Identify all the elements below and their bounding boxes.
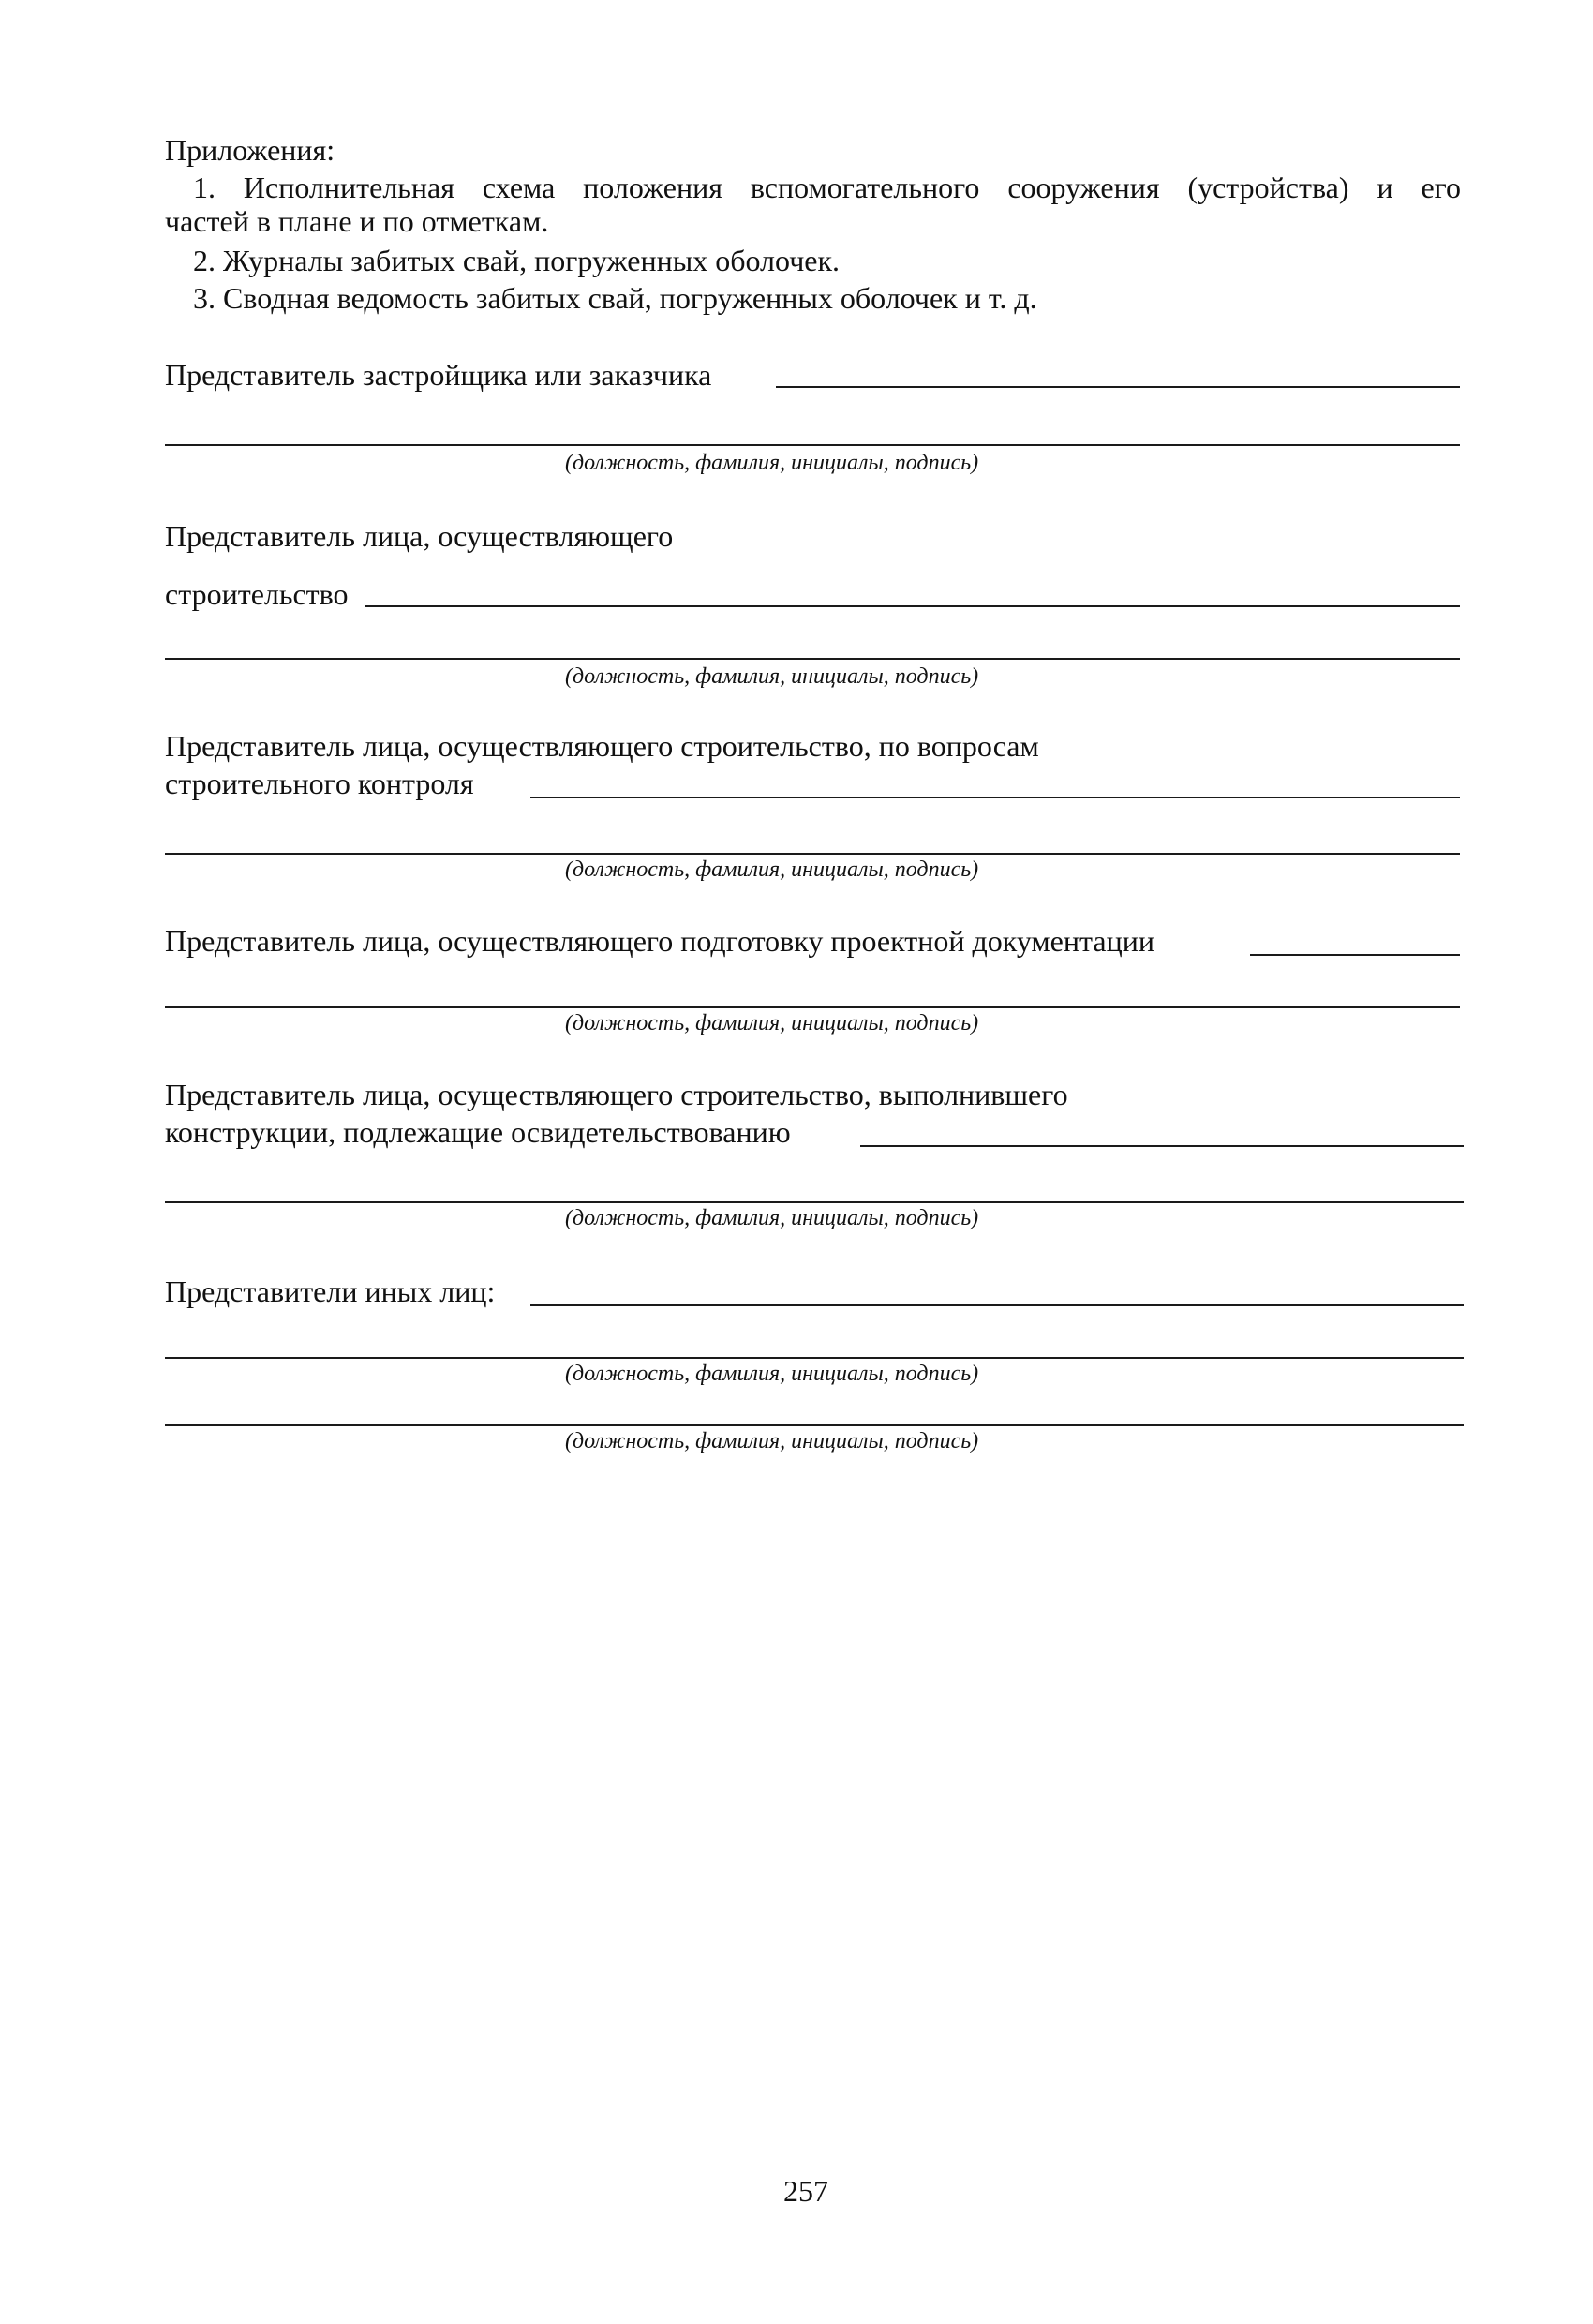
performer-signature-hint: (должность, фамилия, инициалы, подпись) [565,1206,979,1230]
attachments-heading: Приложения: [165,133,335,167]
developer-signature-hint: (должность, фамилия, инициалы, подпись) [565,451,979,475]
attachment-item-2: 2. Журналы забитых свай, погруженных оболочек. [193,244,841,277]
builder-representative-label-line-1: Представитель лица, осуществляющего [165,519,674,553]
builder-representative-label-line-2: строительство [165,577,349,611]
design-signature-hint: (должность, фамилия, инициалы, подпись) [565,1011,979,1035]
control-representative-label-line-1: Представитель лица, осуществляющего строительство, по вопросам [165,729,1039,763]
developer-representative-field[interactable] [776,386,1460,388]
performer-representative-field[interactable] [860,1145,1464,1147]
builder-signature-line[interactable] [165,658,1460,660]
control-representative-label-line-2: строительного контроля [165,767,474,800]
developer-representative-label: Представитель застройщика или заказчика [165,358,712,392]
design-representative-field[interactable] [1250,954,1460,956]
design-representative-label: Представитель лица, осуществляющего подготовку проектной документации [165,924,1154,958]
other-signature-hint-2: (должность, фамилия, инициалы, подпись) [565,1429,979,1453]
attachment-item-3: 3. Сводная ведомость забитых свай, погруженных оболочек и т. д. [193,281,1037,315]
control-signature-hint: (должность, фамилия, инициалы, подпись) [565,857,979,882]
performer-representative-label-line-2: конструкции, подлежащие освидетельствованию [165,1115,791,1149]
attachment-item-1-line-2: частей в плане и по отметкам. [165,204,549,238]
design-signature-line[interactable] [165,1006,1460,1008]
other-representatives-label: Представители иных лиц: [165,1274,496,1308]
builder-representative-field[interactable] [365,605,1460,607]
control-signature-line[interactable] [165,853,1460,855]
developer-signature-line[interactable] [165,444,1460,446]
other-signature-line-2[interactable] [165,1424,1464,1426]
attachment-item-1-line-1: 1. Исполнительная схема положения вспомогательного сооружения (устройства) и его [193,171,1461,204]
performer-signature-line[interactable] [165,1201,1464,1203]
other-representatives-field[interactable] [530,1304,1464,1306]
other-signature-line-1[interactable] [165,1357,1464,1359]
control-representative-field[interactable] [530,797,1460,798]
builder-signature-hint: (должность, фамилия, инициалы, подпись) [565,664,979,689]
performer-representative-label-line-1: Представитель лица, осуществляющего строительство, выполнившего [165,1078,1068,1111]
page-number: 257 [783,2174,828,2208]
other-signature-hint-1: (должность, фамилия, инициалы, подпись) [565,1362,979,1386]
